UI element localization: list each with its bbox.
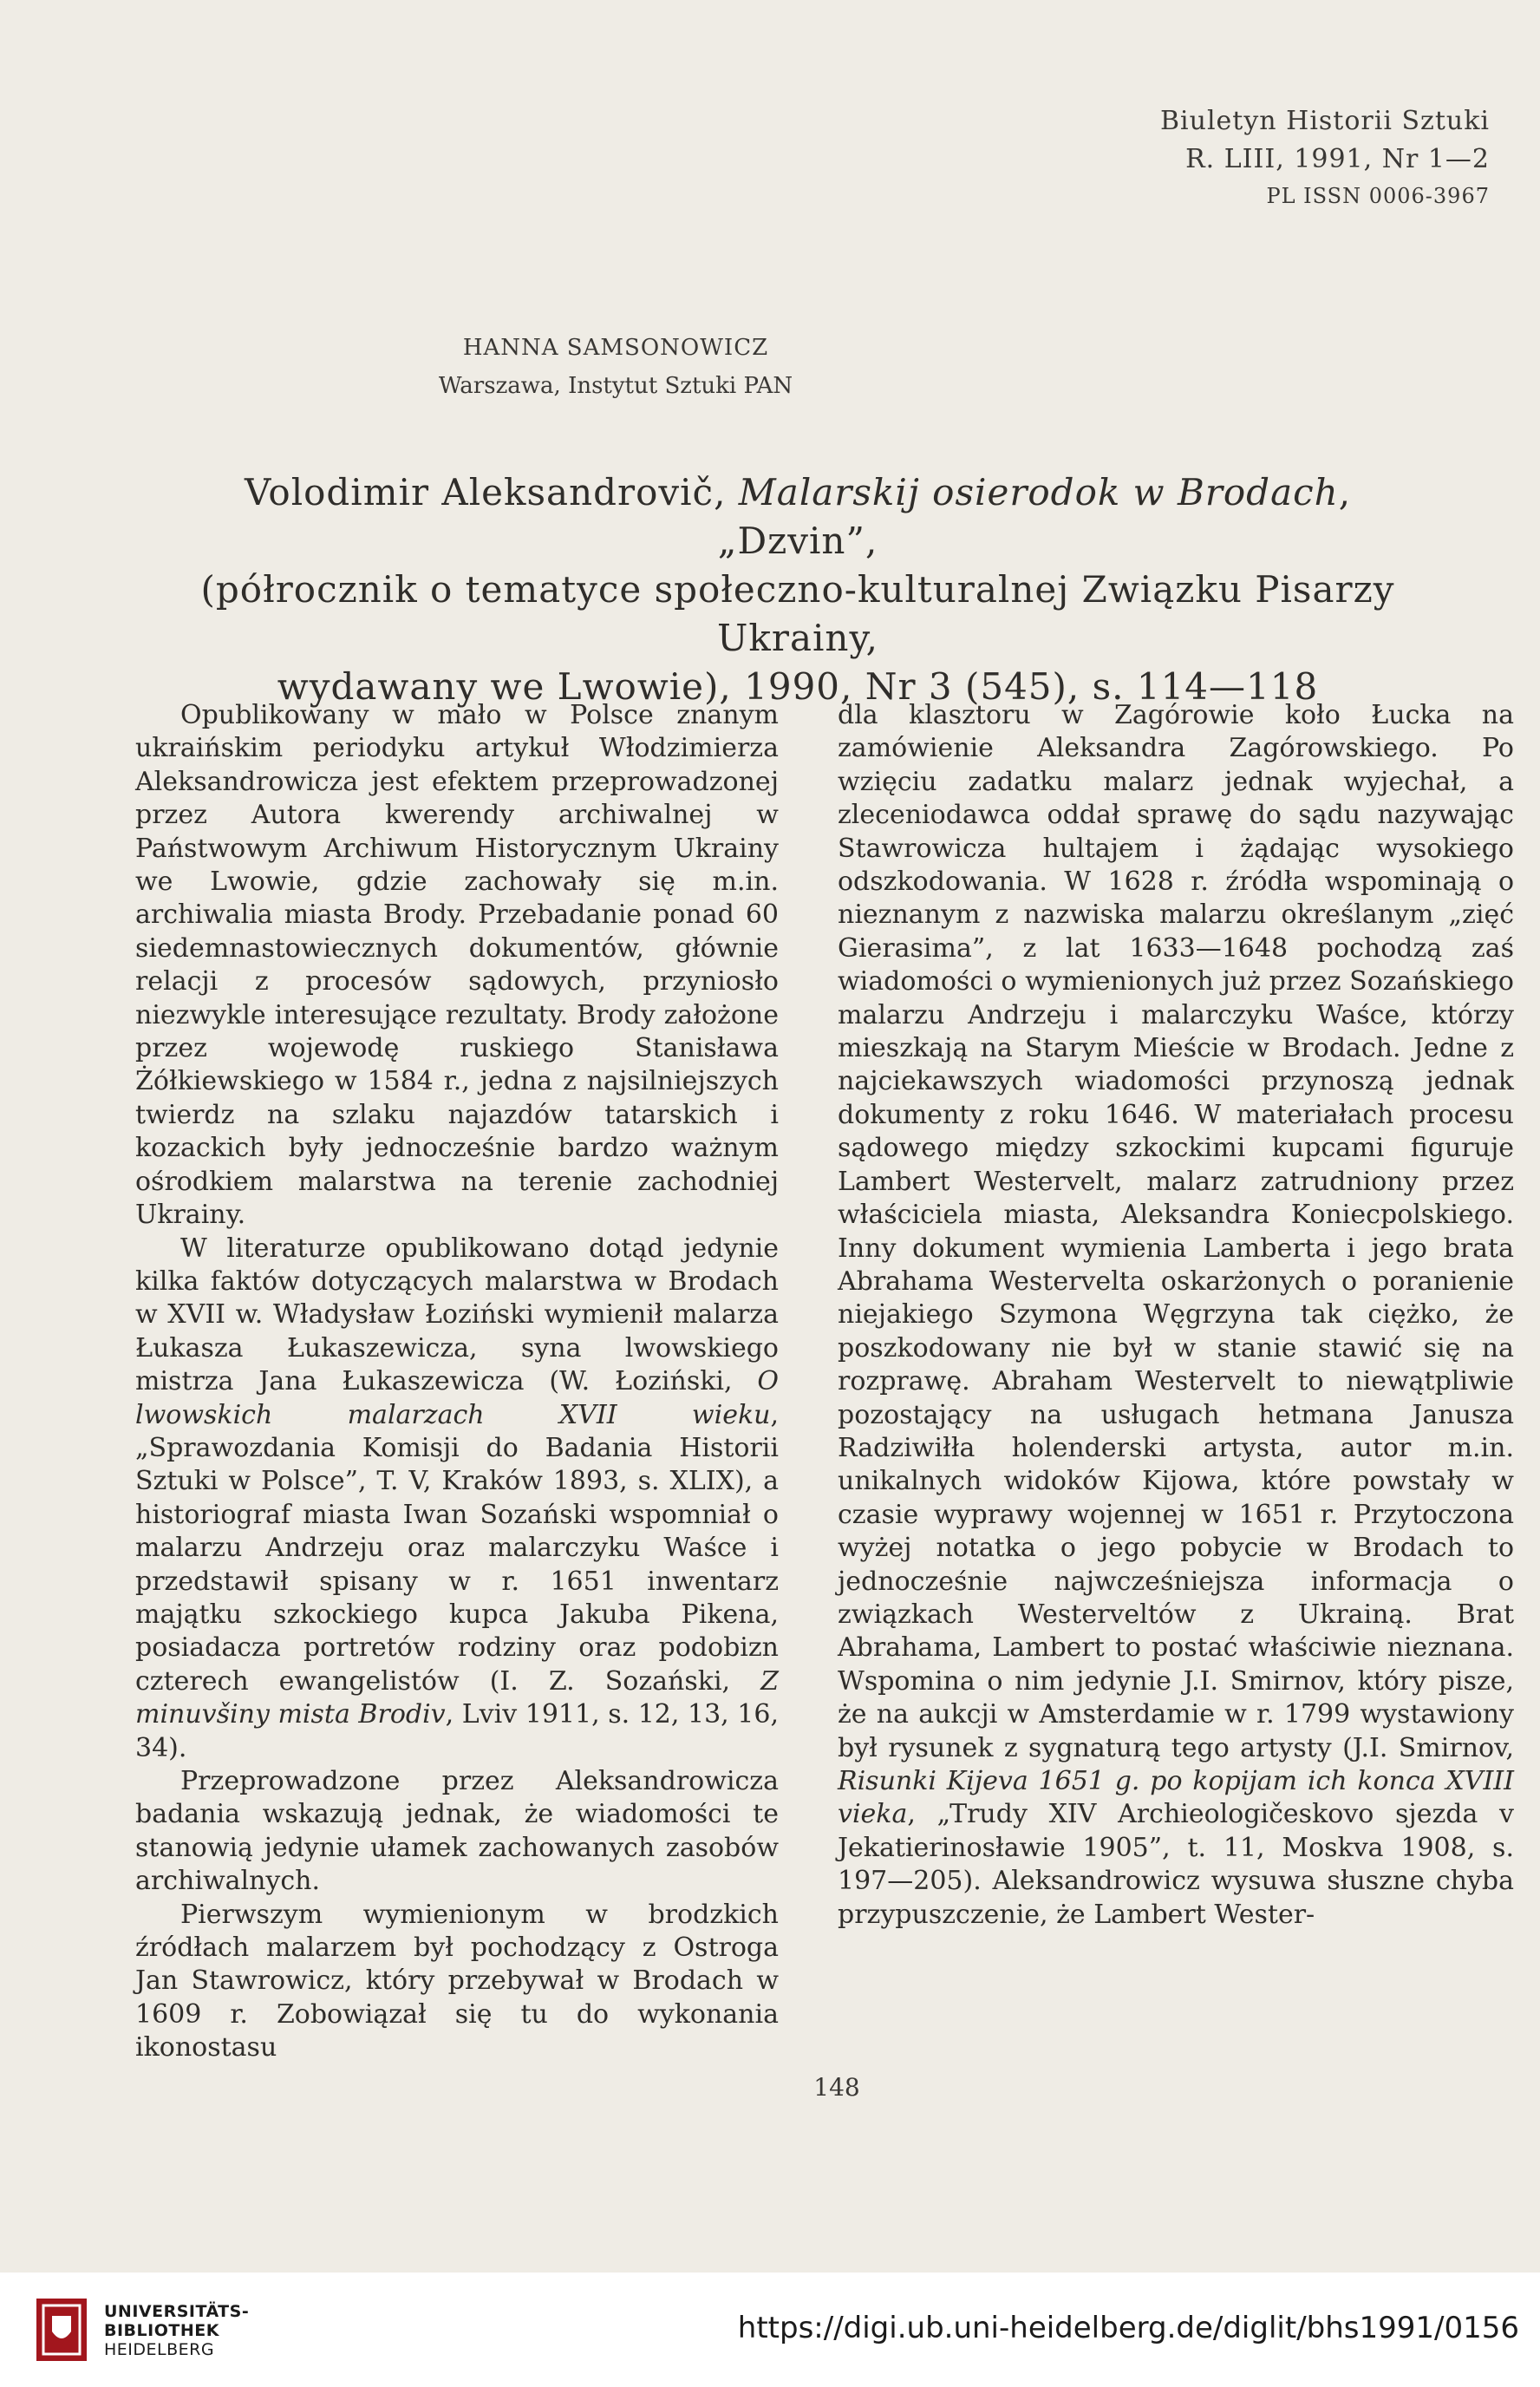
author-affiliation: Warszawa, Instytut Sztuki PAN [438, 373, 793, 399]
journal-volume: R. LIII, 1991, Nr 1—2 [1185, 144, 1490, 174]
paragraph: Opublikowany w mało w Polsce znanym ukraińskim periodyku artykuł Włodzimierza Aleksandrowicza jest efektem przeprowadzonej przez Autora kwerendy archiwalnej w Państwowym Archiwum Historycznym Ukrainy we Lwowie, gdzie zachowały się m.in. archiwalia miasta Brody. Przebadanie ponad 60 siedemnastowiecznych dokumentów, głównie relacji z procesów sądowych, przyniosło niezwykle interesujące rezultaty. Brody założone przez wojewodę ruskiego Stanisława Żółkiewskiego w 1584 r., jedna z najsilniejszych twierdz na szlaku najazdów tatarskich i kozackich były jednocześnie bardzo ważnym ośrodkiem malarstwa na terenie zachodniej Ukrainy. [135, 700, 779, 1231]
title-line-3: wydawany we Lwowie), 1990, Nr 3 (545), s. 114—118 [277, 665, 1319, 708]
source-url-link[interactable]: https://digi.ub.uni-heidelberg.de/diglit/bhs1991/0156 [737, 2311, 1519, 2345]
paragraph: W literaturze opublikowano dotąd jedynie kilka faktów dotyczących malarstwa w Brodach w XVII w. Władysław Łoziński wymienił malarza Łukasza Łukaszewicza, syna lwowskiego mistrza Jana Łukaszewicza (W. Łoziński, O lwowskich malarzach XVII wieku, „Sprawozdania Komisji do Badania Historii Sztuki w Polsce”, T. V, Kraków 1893, s. XLIX), a historiograf miasta Iwan Sozański wspomniał o malarzu Andrzeju oraz malarczyku Waśce i przedstawił spisany w r. 1651 inwentarz majątku szkockiego kupca Jakuba Pikena, posiadacza portretów rodziny oraz podobizn czterech ewangelistów (I. Z. Sozański, Z minuvšiny mista Brodiv, Lviv 1911, s. 12, 13, 16, 34). [135, 1233, 779, 1763]
title-line-1: Volodimir Aleksandrovič, Malarskij osierodok w Brodach, „Dzvin”, [244, 471, 1352, 562]
journal-title: Biuletyn Historii Sztuki [1159, 106, 1490, 136]
journal-header [1160, 102, 1490, 213]
title-line-2: (półrocznik o tematyce społeczno-kulturalnej Związku Pisarzy Ukrainy, [200, 568, 1395, 659]
review-title [173, 468, 1422, 711]
paragraph: dla klasztoru w Zagórowie koło Łucka na zamówienie Aleksandra Zagórowskiego. Po wzięciu zadatku malarz jednak wyjechał, a zleceniodawca oddał sprawę do sądu nazywając Stawrowicza hultajem i żądając wysokiego odszkodowania. W 1628 r. źródła wspominają o nieznanym z nazwiska malarzu określanym „zięć Gierasima”, z lat 1633—1648 pochodzą zaś wiadomości o wymienionych już przez Sozańskiego malarzu Andrzeju i malarczyku Waśce, którzy mieszkają na Starym Mieście w Brodach. Jedne z najciekawszych wiadomości przynoszą jednak dokumenty z roku 1646. W materiałach procesu sądowego między szkockimi kupcami figuruje Lambert Westervelt, malarz zatrudniony przez właściciela miasta, Aleksandra Koniecpolskiego. Inny dokument wymienia Lamberta i jego brata Abrahama Westervelta oskarżonych o poranienie niejakiego Szymona Węgrzyna tak ciężko, że poszkodowany nie był w stanie stawić się na rozprawę. Abraham Westervelt to niewątpliwie pozostający na usługach hetmana Janusza Radziwiłła holenderski artysta, autor m.in. unikalnych widoków Kijowa, które powstały w czasie wyprawy wojennej w 1651 r. Przytoczona wyżej notatka o jego pobycie w Brodach to jednocześnie najwcześniejsza informacja o związkach Westerveltów z Ukrainą. Brat Abrahama, Lambert to postać właściwie nieznana. Wspomina o nim jedynie J.I. Smirnov, który pisze, że na aukcji w Amsterdamie w r. 1799 wystawiony był rysunek z sygnaturą tego artysty (J.I. Smirnov, Risunki Kijeva 1651 g. po kopijam ich konca XVIII vieka, „Trudy XIV Archieologičeskovo sjezda v Jekatierinosławie 1905”, t. 11, Moskva 1908, s. 197—205). Aleksandrowicz wysuwa słuszne chyba przypuszczenie, że Lambert Wester- [838, 700, 1514, 1930]
right-column [838, 699, 1514, 1932]
author-name: HANNA SAMSONOWICZ [462, 335, 769, 361]
journal-issn: PL ISSN 0006-3967 [1266, 184, 1490, 208]
paragraph: Pierwszym wymienionym w brodzkich źródłach malarzem był pochodzący z Ostroga Jan Stawrowicz, który przebywał w Brodach w 1609 r. Zobowiązał się tu do wykonania ikonostasu [135, 1899, 779, 2063]
left-column [135, 699, 779, 2065]
university-seal-icon [35, 2297, 88, 2363]
paragraph: Przeprowadzone przez Aleksandrowicza badania wskazują jednak, że wiadomości te stanowią jedynie ułamek zachowanych zasobów archiwalnych. [135, 1766, 779, 1897]
page-number: 148 [813, 2073, 860, 2102]
library-logo-text: UNIVERSITÄTS- BIBLIOTHEK HEIDELBERG [104, 2302, 250, 2359]
footer-bar [0, 2273, 1540, 2387]
